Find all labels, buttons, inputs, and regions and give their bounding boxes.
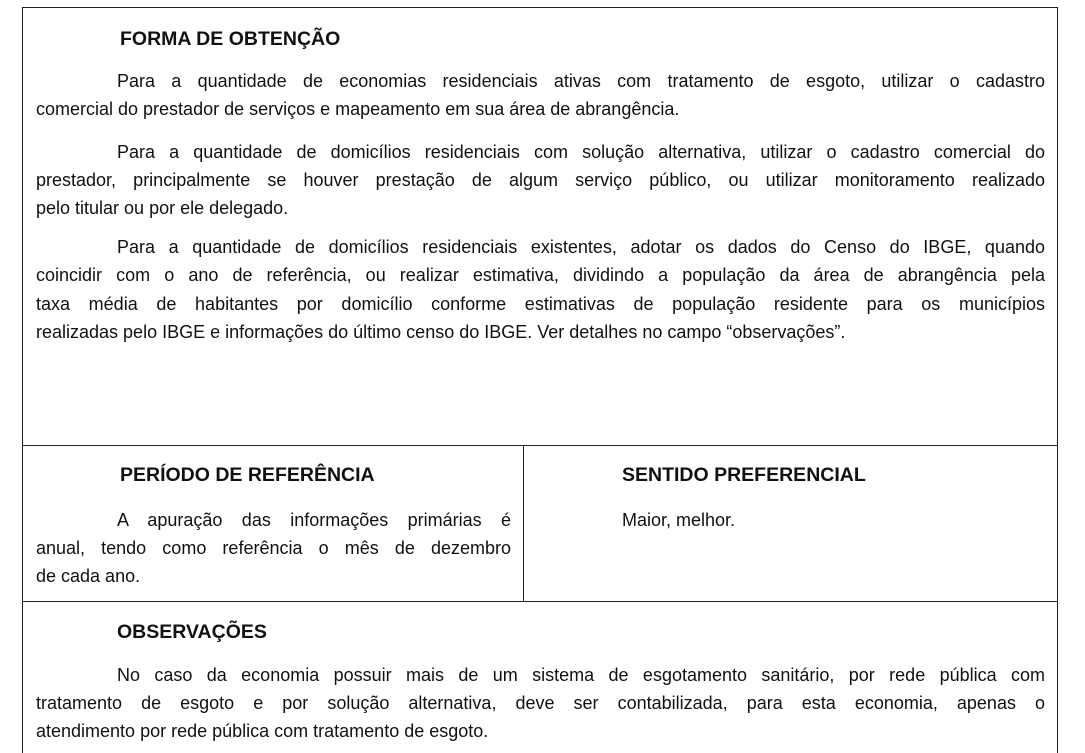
paragraph-line: prestador, principalmente se houver prestação de algum serviço público, ou utilizar monitoramento realizado	[36, 170, 1045, 190]
table-border-left	[22, 7, 23, 753]
section-heading: PERÍODO DE REFERÊNCIA	[120, 464, 375, 486]
paragraph-line: Para a quantidade de domicílios residenciais com solução alternativa, utilizar o cadastro comercial do	[117, 142, 1045, 162]
paragraph-line: taxa média de habitantes por domicílio conforme estimativas de população residente para os municípios	[36, 294, 1045, 314]
row-divider	[22, 601, 1058, 602]
paragraph-line: Maior, melhor.	[622, 510, 736, 530]
row-divider	[22, 445, 1058, 446]
paragraph-line: atendimento por rede pública com tratamento de esgoto.	[36, 721, 489, 741]
paragraph-line: Para a quantidade de domicílios residenciais existentes, adotar os dados do Censo do IBGE, quando	[117, 237, 1045, 257]
column-divider	[523, 445, 524, 602]
section-heading: FORMA DE OBTENÇÃO	[120, 28, 341, 50]
paragraph-line: tratamento de esgoto e por solução alternativa, deve ser contabilizada, para esta economia, apenas o	[36, 693, 1045, 713]
paragraph-line: No caso da economia possuir mais de um sistema de esgotamento sanitário, por rede pública com	[117, 665, 1045, 685]
paragraph-line: A apuração das informações primárias é	[117, 510, 511, 530]
paragraph-line: Para a quantidade de economias residenciais ativas com tratamento de esgoto, utilizar o cadastro	[117, 71, 1045, 91]
section-heading: SENTIDO PREFERENCIAL	[622, 464, 866, 486]
paragraph-line: pelo titular ou por ele delegado.	[36, 198, 289, 218]
paragraph-line: realizadas pelo IBGE e informações do último censo do IBGE. Ver detalhes no campo “observações”.	[36, 322, 846, 342]
table-border-top	[22, 7, 1058, 8]
paragraph-line: anual, tendo como referência o mês de dezembro	[36, 538, 511, 558]
paragraph-line: comercial do prestador de serviços e mapeamento em sua área de abrangência.	[36, 99, 680, 119]
section-heading: OBSERVAÇÕES	[117, 621, 267, 643]
paragraph-line: coincidir com o ano de referência, ou realizar estimativa, dividindo a população da área de abrangência pela	[36, 265, 1045, 285]
paragraph-line: de cada ano.	[36, 566, 141, 586]
table-border-right	[1057, 7, 1058, 753]
